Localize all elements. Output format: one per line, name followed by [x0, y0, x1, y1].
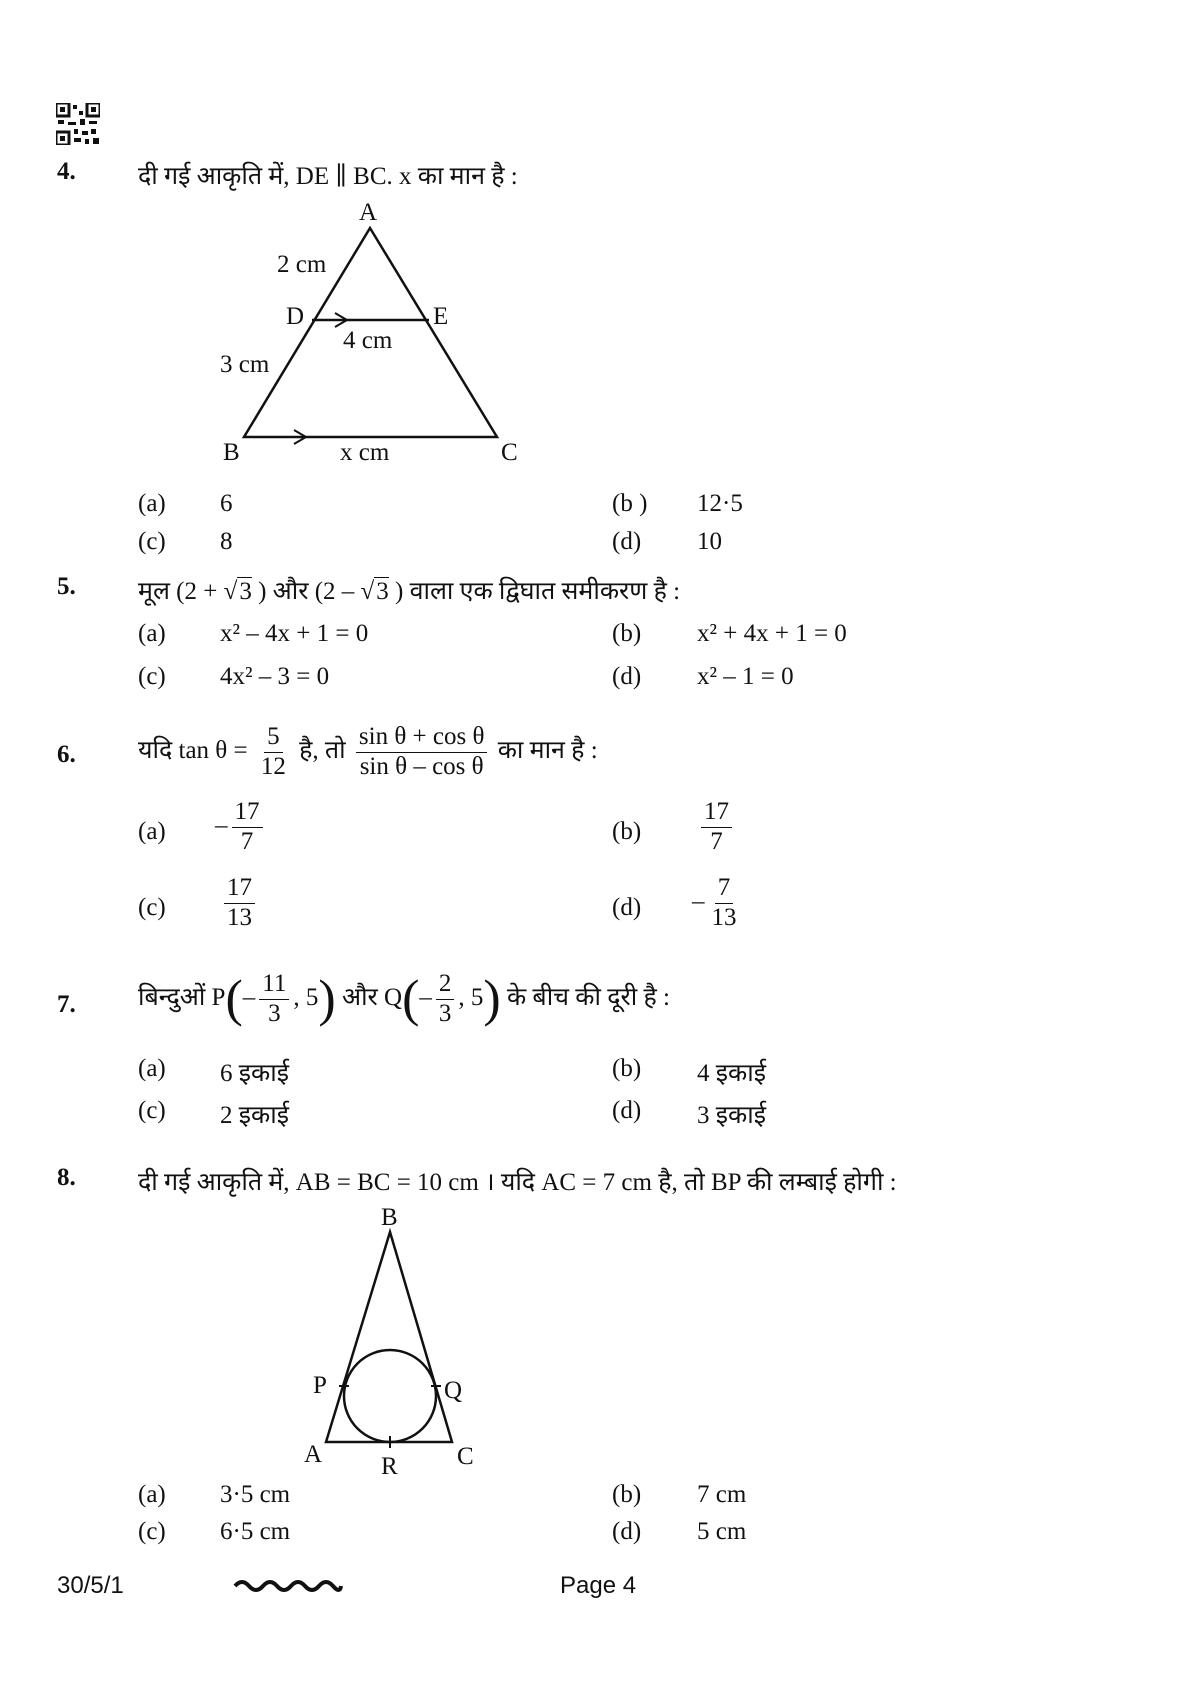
numerator: 2 — [436, 970, 455, 1000]
denominator: 3 — [268, 999, 281, 1027]
coordinate: , 5 — [293, 983, 319, 1011]
triangle-figure-q4 — [200, 195, 540, 475]
denominator: 7 — [240, 827, 254, 855]
option-label: (b) — [612, 1481, 642, 1508]
option-value: 3 इकाई — [697, 1102, 766, 1129]
option-value: 3·5 cm — [220, 1481, 291, 1508]
label-bc: x cm — [340, 439, 390, 466]
numerator: 5 — [264, 723, 283, 753]
option-value: 12·5 — [697, 490, 743, 517]
option-label: (a) — [138, 1055, 166, 1082]
option-label: (d) — [612, 663, 642, 690]
label-r: R — [381, 1453, 398, 1480]
text: के बीच की दूरी है : — [506, 983, 670, 1011]
question-text: दी गई आकृति में, AB = BC = 10 cm । यदि AC = 7 cm है, तो BP की लम्बाई होगी : — [138, 1169, 897, 1196]
incircle — [344, 1350, 436, 1442]
sign: – — [215, 811, 228, 839]
option-label: (a) — [138, 1481, 166, 1508]
sqrt-value: 3 — [239, 578, 252, 605]
option-label: (c) — [138, 1097, 166, 1124]
sign: – — [419, 983, 432, 1011]
fraction — [356, 723, 488, 782]
question-text: बिन्दुओं P(– $\frac{11}{3}$ , 5) और Q(– $\frac{2}{3}$ , 5) के बीच की दूरी है : — [138, 970, 670, 1028]
label-c: C — [457, 1443, 474, 1470]
option-value — [220, 874, 259, 933]
option-value: 4 इकाई — [697, 1060, 766, 1087]
question-text — [138, 723, 598, 782]
label-e: E — [433, 303, 449, 330]
numerator: 7 — [715, 874, 734, 904]
option-label: (c) — [138, 663, 166, 690]
text: बिन्दुओं P — [138, 983, 226, 1011]
numerator: 17 — [224, 874, 255, 904]
option-label: (b) — [612, 1055, 642, 1082]
page-number: Page 4 — [560, 1572, 637, 1599]
option-value: 6 इकाई — [220, 1060, 289, 1087]
label-ad: 2 cm — [277, 251, 327, 278]
question-number: 5. — [57, 573, 76, 600]
option-value: 5 cm — [697, 1518, 747, 1545]
squiggle-ornament-icon — [233, 1578, 343, 1594]
denominator: sin θ – cos θ — [359, 752, 484, 780]
text: ) वाला एक द्विघात समीकरण है : — [395, 578, 681, 605]
paper-code: 30/5/1 — [57, 1572, 124, 1599]
text: यदि tan θ = — [138, 736, 248, 764]
numerator: sin θ + cos θ — [356, 723, 488, 753]
denominator: 12 — [260, 752, 286, 780]
sign: – — [242, 983, 256, 1011]
question-text: दी गई आकृति में, DE ∥ BC. x का मान है : — [138, 163, 518, 190]
option-value: 6 — [220, 490, 233, 517]
option-label: (b) — [612, 818, 642, 845]
label-d: D — [286, 303, 305, 330]
text: का मान है : — [497, 736, 598, 764]
fraction — [258, 723, 289, 782]
sqrt-value: 3 — [376, 578, 389, 605]
numerator: 11 — [259, 970, 289, 1000]
label-a: A — [359, 199, 378, 226]
label-b: B — [381, 1204, 398, 1231]
question-number: 6. — [57, 741, 76, 768]
option-label: (d) — [612, 894, 642, 921]
label-b: B — [223, 439, 240, 466]
denominator: 13 — [711, 903, 737, 931]
denominator: 13 — [227, 903, 252, 931]
label-db: 3 cm — [220, 351, 270, 378]
label-a: A — [304, 1441, 323, 1468]
numerator: 17 — [232, 798, 263, 828]
option-label: (b ) — [612, 490, 648, 517]
coordinate: , 5 — [458, 983, 484, 1011]
sign: – — [692, 887, 705, 915]
option-label: (d) — [612, 1097, 642, 1124]
option-value: 7 cm — [697, 1481, 747, 1508]
option-label: (c) — [138, 1518, 166, 1545]
numerator: 17 — [701, 798, 732, 828]
option-label: (c) — [138, 528, 166, 555]
label-de: 4 cm — [343, 327, 393, 354]
denominator: 7 — [710, 827, 723, 855]
option-value: x² + 4x + 1 = 0 — [697, 620, 847, 647]
option-value: 10 — [697, 528, 722, 555]
option-value: 6·5 cm — [220, 1518, 291, 1545]
option-value — [215, 798, 267, 857]
text: ) और (2 – — [258, 578, 355, 605]
option-label: (a) — [138, 490, 166, 517]
question-number: 4. — [57, 158, 76, 185]
text: मूल (2 + — [138, 578, 218, 605]
option-label: (d) — [612, 1518, 642, 1545]
question-text: मूल (2 + √3 ) और (2 – √3 ) वाला एक द्विघात समीकरण है : — [138, 578, 681, 605]
option-value: x² – 4x + 1 = 0 — [220, 620, 369, 647]
label-q: Q — [444, 1377, 463, 1404]
option-value — [692, 874, 744, 933]
denominator: 3 — [438, 999, 452, 1027]
option-label: (c) — [138, 894, 166, 921]
option-value: 8 — [220, 528, 233, 555]
option-value: x² – 1 = 0 — [697, 663, 794, 690]
question-number: 8. — [57, 1164, 76, 1191]
label-p: P — [313, 1372, 327, 1399]
question-number: 7. — [57, 991, 76, 1018]
triangle-incircle-figure-q8 — [290, 1200, 490, 1480]
option-value: 2 इकाई — [220, 1102, 289, 1129]
qr-code-icon — [56, 103, 100, 145]
text: और Q — [341, 983, 403, 1011]
option-label: (b) — [612, 620, 642, 647]
label-c: C — [501, 439, 518, 466]
option-value — [697, 798, 736, 857]
option-label: (a) — [138, 620, 166, 647]
text: है, तो — [299, 736, 346, 764]
option-value: 4x² – 3 = 0 — [220, 663, 330, 690]
option-label: (a) — [138, 818, 166, 845]
option-label: (d) — [612, 528, 642, 555]
